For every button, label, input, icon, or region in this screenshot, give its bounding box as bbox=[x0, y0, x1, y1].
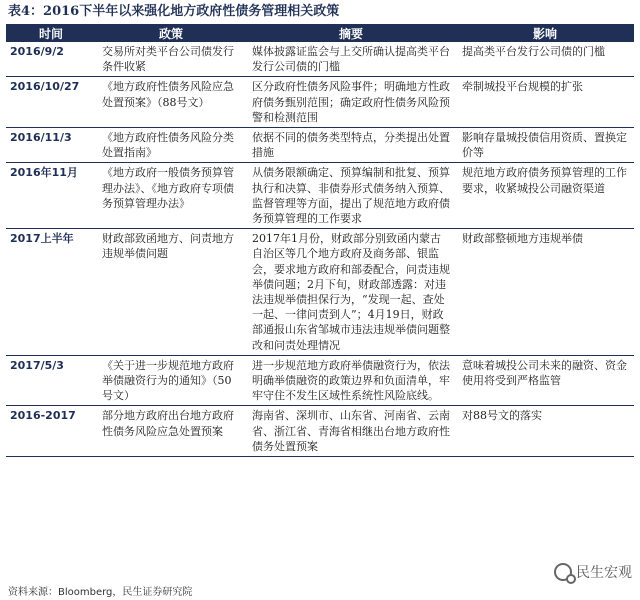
header-impact: 影响 bbox=[456, 24, 634, 42]
cell-policy: 财政部致函地方、问责地方违规举债问题 bbox=[96, 229, 246, 356]
cell-policy: 《关于进一步规范地方政府举债融资行为的通知》（50号文） bbox=[96, 355, 246, 406]
wechat-icon bbox=[554, 563, 572, 581]
watermark-text: 民生宏观 bbox=[576, 565, 632, 581]
cell-impact: 提高类平台发行公司债的门槛 bbox=[456, 42, 634, 77]
cell-summary: 从债务限额确定、预算编制和批复、预算执行和决算、非债券形式债务纳入预算、监督管理等方面，提出了规范地方政府债务预算管理的工作要求 bbox=[246, 163, 456, 229]
cell-time: 2017/5/3 bbox=[6, 355, 96, 406]
cell-time: 2016-2017 bbox=[6, 406, 96, 457]
cell-policy: 《地方政府性债务风险应急处置预案》（88号文） bbox=[96, 77, 246, 128]
cell-summary: 区分政府性债务风险事件；明确地方性政府债务甄别范围；确定政府性债务风险预警和检测范围 bbox=[246, 77, 456, 128]
cell-time: 2016/11/3 bbox=[6, 128, 96, 163]
wechat-watermark bbox=[554, 560, 632, 584]
header-time: 时间 bbox=[6, 24, 96, 42]
cell-time: 2016年11月 bbox=[6, 163, 96, 229]
table-row bbox=[6, 229, 634, 356]
policy-table-container bbox=[6, 24, 634, 457]
source-note: 资料来源：Bloomberg，民生证券研究院 bbox=[8, 587, 193, 598]
cell-policy: 部分地方政府出台地方政府性债务风险应急处置预案 bbox=[96, 406, 246, 457]
cell-impact: 对88号文的落实 bbox=[456, 406, 634, 457]
cell-summary: 依据不同的债务类型特点，分类提出处置措施 bbox=[246, 128, 456, 163]
cell-impact: 牵制城投平台规模的扩张 bbox=[456, 77, 634, 128]
cell-policy: 《地方政府性债务风险分类处置指南》 bbox=[96, 128, 246, 163]
cell-summary: 媒体披露证监会与上交所确认提高类平台发行公司债的门槛 bbox=[246, 42, 456, 77]
table-row bbox=[6, 406, 634, 457]
table-row bbox=[6, 355, 634, 406]
table-row bbox=[6, 42, 634, 77]
header-row bbox=[6, 24, 634, 42]
cell-time: 2016/9/2 bbox=[6, 42, 96, 77]
cell-summary: 进一步规范地方政府举债融资行为，依法明确举债融资的政策边界和负面清单，牢牢守住不发生区域性系统性风险底线。 bbox=[246, 355, 456, 406]
cell-time: 2016/10/27 bbox=[6, 77, 96, 128]
cell-summary: 海南省、深圳市、山东省、河南省、云南省、浙江省、青海省相继出台地方政府性债务处置预案 bbox=[246, 406, 456, 457]
cell-policy: 交易所对类平台公司债发行条件收紧 bbox=[96, 42, 246, 77]
cell-summary: 2017年1月份，财政部分别致函内蒙古自治区等几个地方政府及商务部、银监会，要求地方政府和部委配合，问责违规举债问题；2月下旬，财政部透露：对违法违规举债担保行为，“发现一起、查处一起、一律问责到人”；4月19日，财政部通报山东省邹城市违法违规举债问题整改和问责处理情况 bbox=[246, 229, 456, 356]
table-row bbox=[6, 128, 634, 163]
cell-policy: 《地方政府一般债务预算管理办法》、《地方政府专项债务预算管理办法》 bbox=[96, 163, 246, 229]
header-summary: 摘要 bbox=[246, 24, 456, 42]
cell-impact: 规范地方政府债务预算管理的工作要求，收紧城投公司融资渠道 bbox=[456, 163, 634, 229]
cell-impact: 意味着城投公司未来的融资、资金使用将受到严格监管 bbox=[456, 355, 634, 406]
table-row bbox=[6, 163, 634, 229]
cell-time: 2017上半年 bbox=[6, 229, 96, 356]
table-row bbox=[6, 77, 634, 128]
header-policy: 政策 bbox=[96, 24, 246, 42]
policy-table bbox=[6, 24, 634, 457]
cell-impact: 影响存量城投债信用资质、置换定价等 bbox=[456, 128, 634, 163]
cell-impact: 财政部整顿地方违规举债 bbox=[456, 229, 634, 356]
table-title: 表4：2016下半年以来强化地方政府性债务管理相关政策 bbox=[8, 4, 340, 19]
